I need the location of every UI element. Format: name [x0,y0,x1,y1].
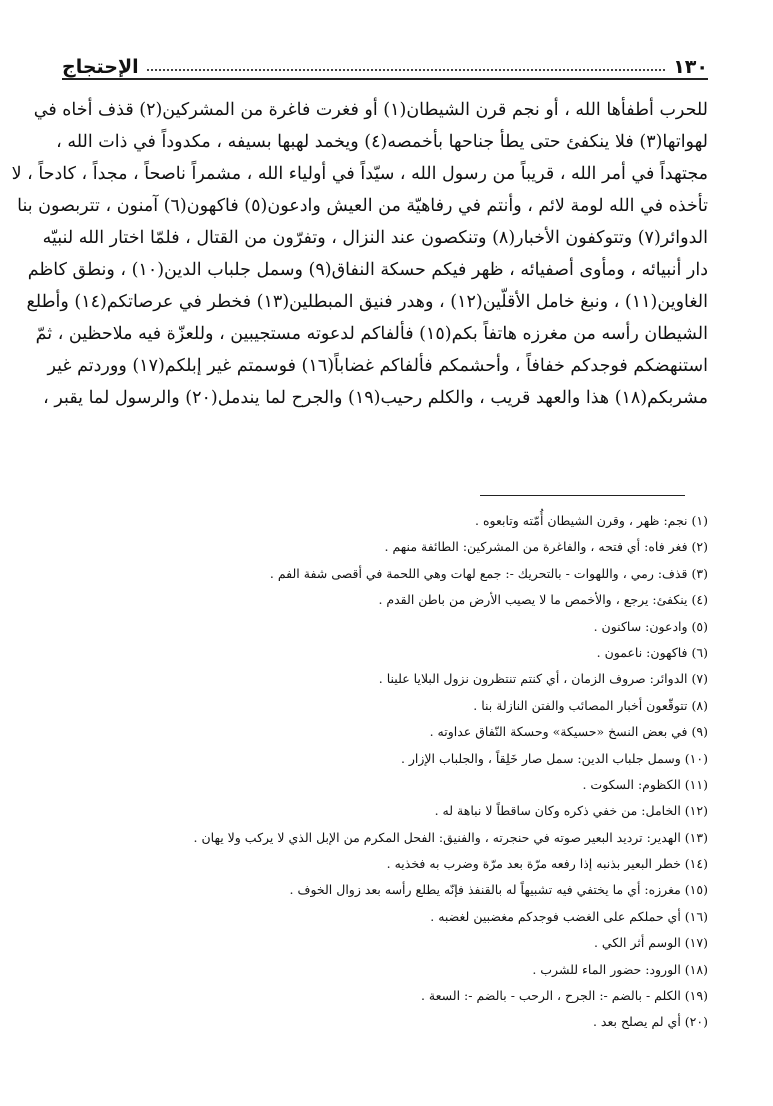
footnote: (١٦) أي حملكم على الغضب فوجدكم مغضبين لغضبه . [430,908,708,924]
footnote: (٦) فاكهون: ناعمون . [596,644,708,660]
text-line: لهواتها(٣) فلا ينكفئ حتى يطأ جناحها بأخمصه(٤) ويخمد لهبها بسيفه ، مكدوداً في ذات الله ، [56,132,708,152]
footnote: (٥) وادعون: ساكنون . [593,618,708,634]
footnote: (١٩) الكلم - بالضم -: الجرح ، الرحب - بالضم -: السعة . [420,988,708,1004]
footnote: (١١) الكظوم: السكوت . [582,776,708,792]
footnote: (٨) تتوقّعون أخبار المصائب والفتن النازلة بنا . [473,697,708,713]
main-text [11,94,708,414]
text-line: الغاوين(١١) ، ونبغ خامل الأقلّين(١٢) ، وهدر فنيق المبطلين(١٣) فخطر في عرصاتكم(١٤) وأطلع [26,292,708,312]
text-line: الشيطان رأسه من مغرزه هاتفاً بكم(١٥) فألفاكم لدعوته مستجيبين ، وللعزّة فيه ملاحظين ، ثمّ [35,324,708,344]
footnote: (٣) قذف: رمي ، واللهوات - بالتحريك -: جمع لهات وهي اللحمة في أقصى شفة الفم . [269,565,708,581]
footnote: (١٢) الخامل: من خفي ذكره وكان ساقطاً لا نباهة له . [434,803,708,819]
footnote: (٧) الدوائر: صروف الزمان ، أي كنتم تنتظرون نزول البلايا علينا . [378,671,708,687]
footnote: (١٠) وسمل جلباب الدين: سمل صار خَلِقاً ، والجلباب الإزار . [400,750,708,766]
text-line: استنهضكم فوجدكم خفافاً ، وأحشمكم فألفاكم غضاباً(١٦) فوسمتم غير إبلكم(١٧) ووردتم غير [47,356,708,376]
footnote: (١٥) مغرزه: أي ما يختفي فيه تشبيهاً له بالقنفذ فإنّه يطلع رأسه بعد زوال الخوف . [289,882,708,898]
footnote: (١٨) الورود: حضور الماء للشرب . [532,961,708,977]
footnote: (٩) في بعض النسخ «حسيكة» وحسكة النّفاق عداوته . [429,724,708,740]
text-line: الدوائر(٧) وتتوكفون الأخبار(٨) وتنكصون عند النزال ، وتفرّون من القتال ، فلمّا اختار الله لنبيّه [42,228,708,248]
text-line: تأخذه في الله لومة لائم ، وأنتم في رفاهيّة من العيش وادعون(٥) فاكهون(٦) آمنون ، تتربصون بنا [17,196,708,216]
footnote: (١٣) الهدير: ترديد البعير صوته في حنجرته ، والفنيق: الفحل المكرم من الإبل الذي لا يركب ولا يهان . [193,829,708,845]
text-line: للحرب أطفأها الله ، أو نجم قرن الشيطان(١) أو فغرت فاغرة من المشركين(٢) قذف أخاه في [33,100,708,120]
running-header [62,48,708,80]
page-number: ١٣٠ [673,56,708,78]
footnotes [62,508,708,1036]
text-line: مجتهداً في أمر الله ، قريباً من رسول الله ، سيّداً في أولياء الله ، مشمراً ناصحاً ، مجداً ، كادحاً ، لا [11,164,708,184]
footnote: (٤) ينكفئ: يرجع ، والأخمص ما لا يصيب الأرض من باطن القدم . [378,592,708,608]
dotted-leader [147,69,666,71]
footnote: (١٧) الوسم أثر الكي . [593,935,708,951]
footnote: (٢) فغر فاه: أي فتحه ، والفاغرة من المشركين: الطائفة منهم . [384,539,708,555]
text-line: مشربكم(١٨) هذا والعهد قريب ، والكلم رحيب(١٩) والجرح لما يندمل(٢٠) والرسول لما يقبر ، [43,388,708,408]
running-title: الإحتجاج [62,56,139,78]
text-line: دار أنبيائه ، ومأوى أصفيائه ، ظهر فيكم حسكة النفاق(٩) وسمل جلباب الدين(١٠) ، ونطق كاظم [27,260,708,280]
footnote: (١) نجم: ظهر ، وقرن الشيطان أُمّته وتابعوه . [475,513,708,528]
footnote: (١٤) خطر البعير بذنبه إذا رفعه مرّة بعد مرّة وضرب به فخذيه . [386,856,708,872]
footnote: (٢٠) أي لم يصلح بعد . [592,1014,708,1030]
footnote-separator [480,495,685,496]
